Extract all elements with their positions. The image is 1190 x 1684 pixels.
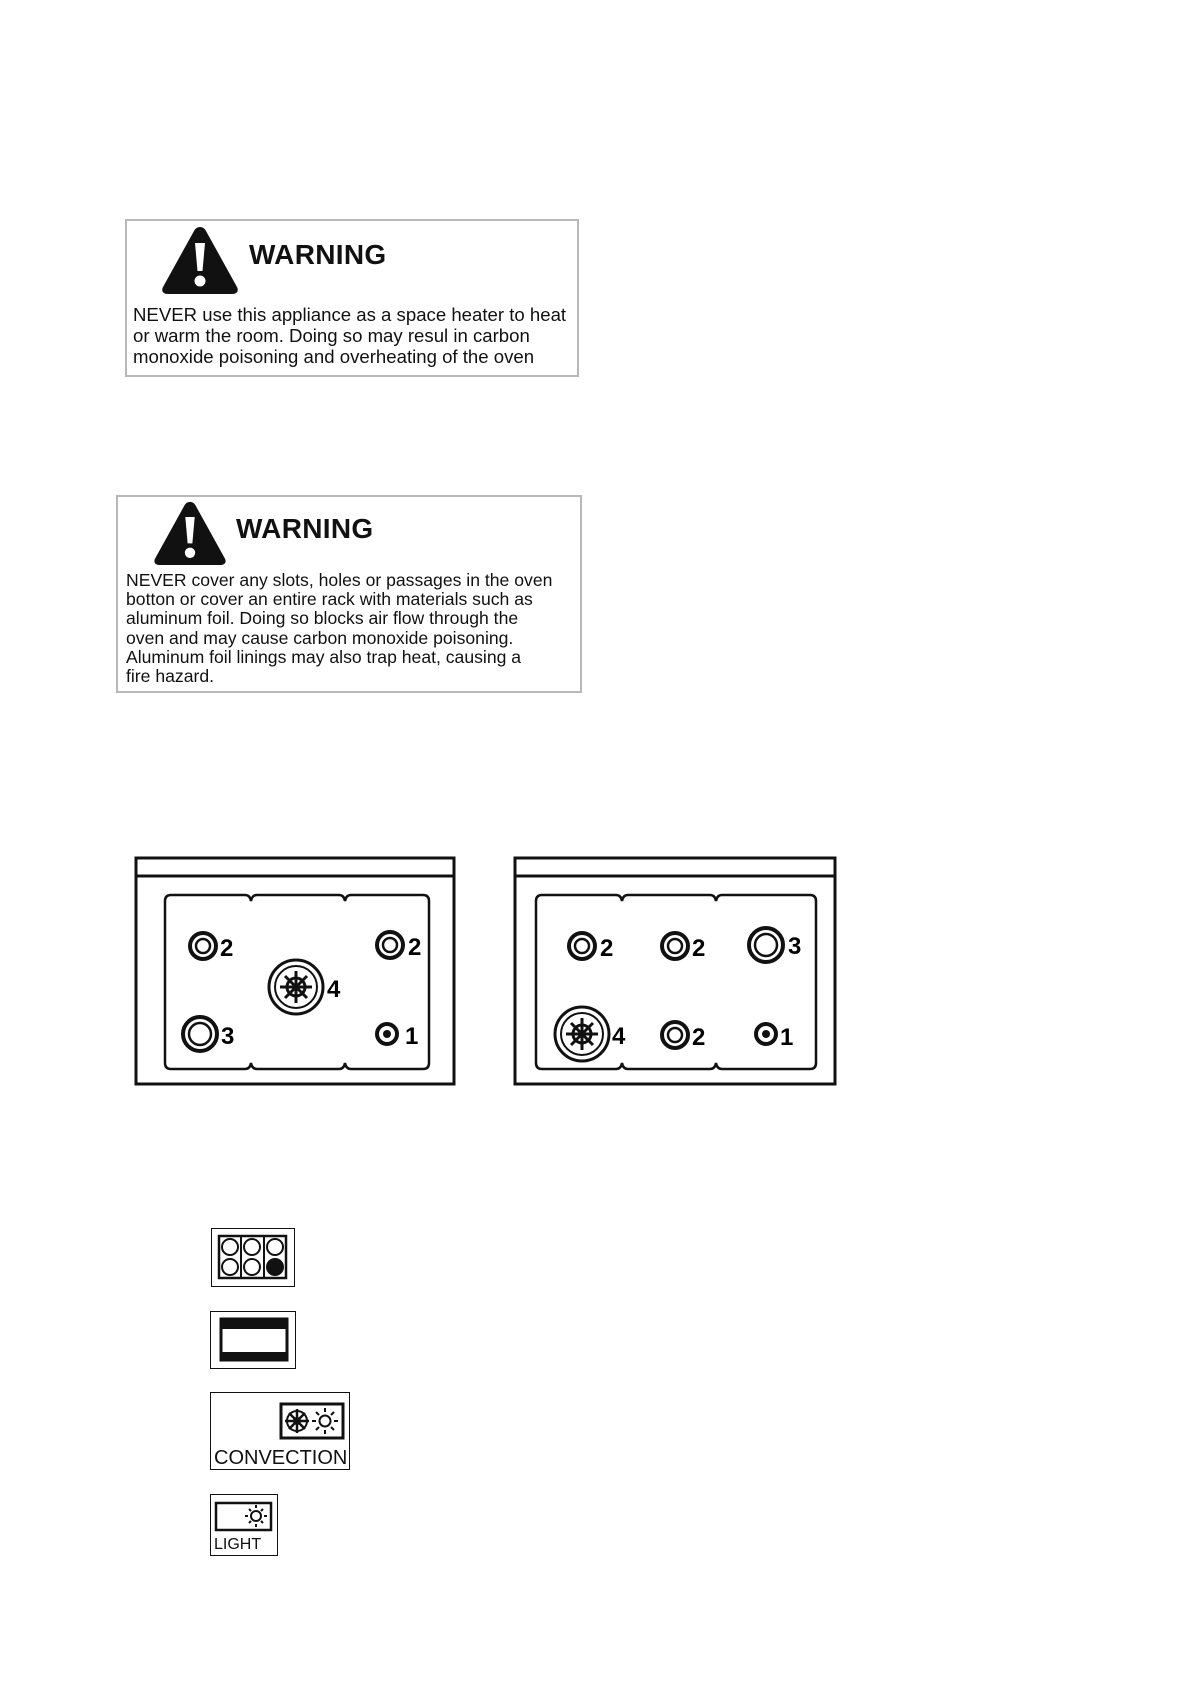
convection-label: CONVECTION — [214, 1447, 348, 1469]
burner — [569, 933, 595, 959]
cooktop-six-burner-diagram — [512, 855, 842, 1089]
warning-text: NEVER use this appliance as a space heater to heat or warm the room. Doing so may resul in carbon monoxide poisoning and overheating of the oven — [133, 304, 567, 367]
burner-label: 3 — [221, 1023, 235, 1050]
burner-label: 2 — [692, 1024, 706, 1051]
burner-label: 4 — [327, 976, 341, 1003]
warning-box-space-heater — [125, 219, 579, 377]
warning-title: WARNING — [236, 513, 374, 544]
burner — [749, 928, 783, 962]
wok-burner — [269, 960, 323, 1014]
burner-label: 2 — [408, 934, 422, 961]
burner — [377, 1024, 397, 1044]
burner-label: 2 — [692, 935, 706, 962]
light-label: LIGHT — [214, 1536, 262, 1553]
burner — [756, 1024, 776, 1044]
burner — [190, 933, 216, 959]
burner-label: 2 — [600, 935, 614, 962]
burner — [662, 1022, 688, 1048]
cooktop-five-burner-diagram — [133, 855, 463, 1089]
burner-label: 1 — [405, 1023, 419, 1050]
burner — [377, 932, 403, 958]
warning-title: WARNING — [249, 239, 387, 270]
burner-label: 1 — [780, 1024, 794, 1051]
grill-icon — [210, 1311, 296, 1369]
convection-fan-light-icon — [210, 1392, 350, 1470]
wok-burner — [555, 1007, 609, 1061]
burner-label: 2 — [220, 935, 234, 962]
warning-triangle-icon — [161, 225, 239, 295]
burner — [183, 1017, 217, 1051]
warning-box-oven-slots — [116, 495, 582, 693]
burner — [662, 933, 688, 959]
burner-label: 3 — [788, 933, 802, 960]
oven-light-icon — [210, 1494, 278, 1556]
warning-text: NEVER cover any slots, holes or passages in the oven botton or cover an entire rack with materials such as aluminum foil. Doing so blocks air flow through the oven and may cause carbon monoxide poisoning. Aluminum foil linings may also trap heat, causing a fire hazard. — [126, 570, 553, 687]
burner-selector-icon — [211, 1228, 295, 1287]
burner-label: 4 — [612, 1023, 626, 1050]
warning-triangle-icon — [152, 500, 228, 566]
